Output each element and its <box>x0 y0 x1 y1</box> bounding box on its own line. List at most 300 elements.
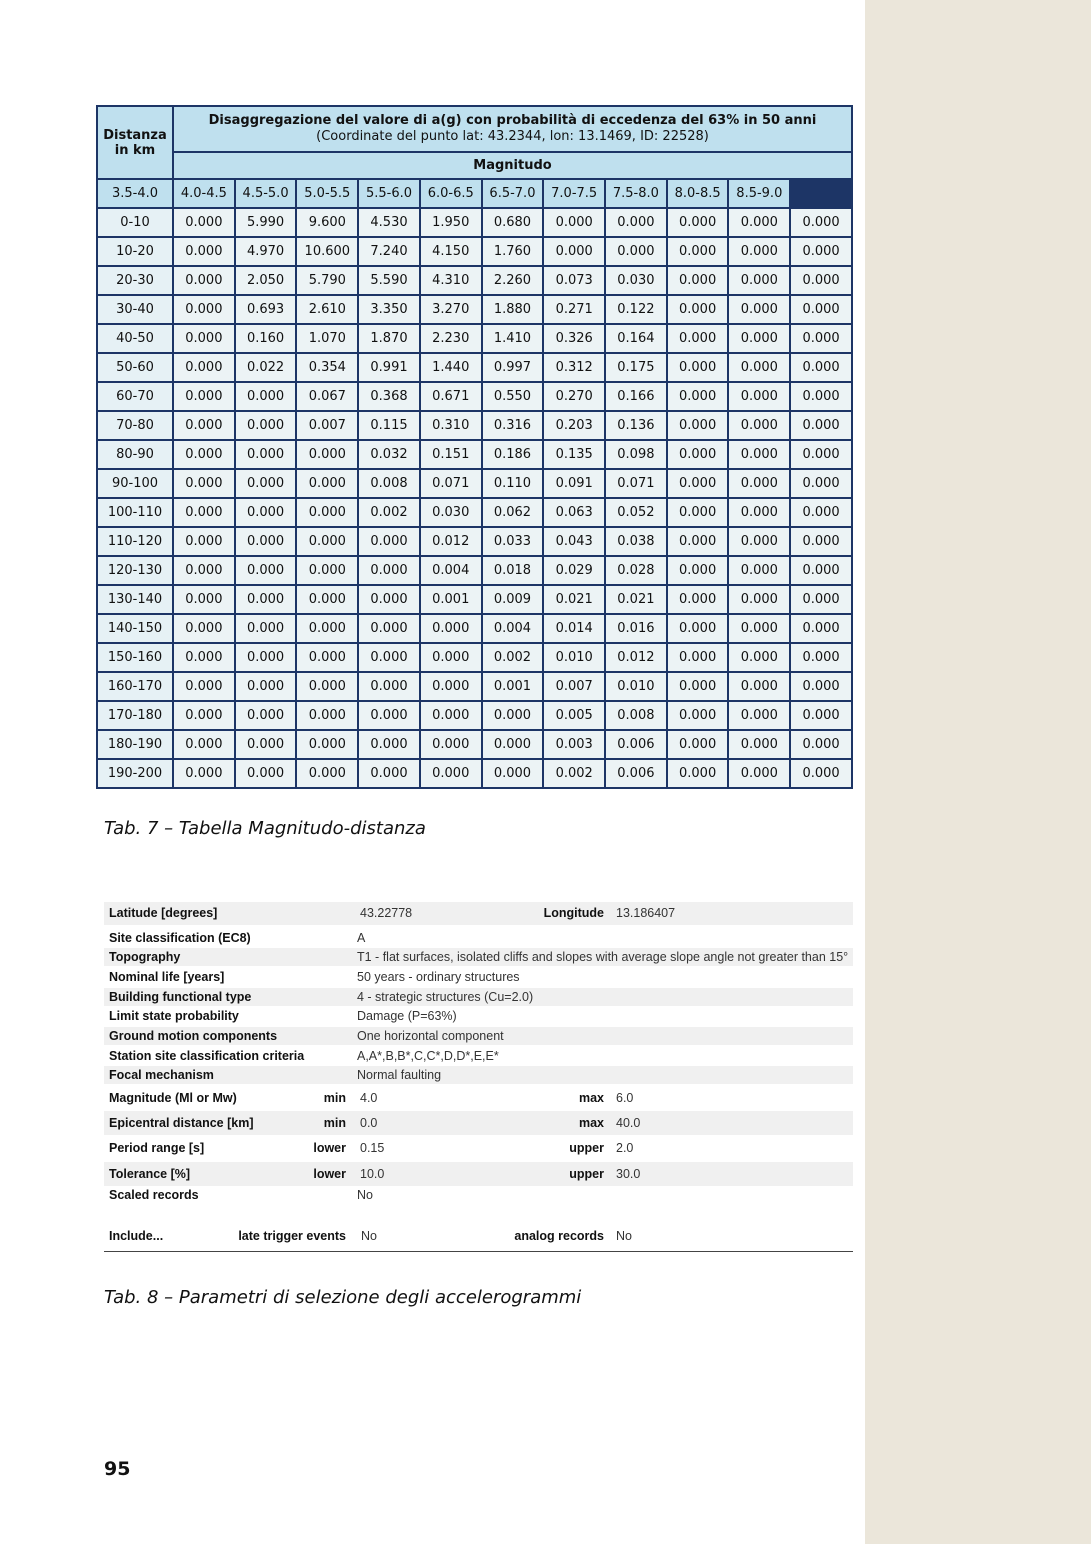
value-cell: 0.000 <box>729 615 789 642</box>
parameter-sublabel: late trigger events <box>238 1229 346 1243</box>
value-cell: 0.006 <box>606 760 666 787</box>
value-cell: 0.000 <box>174 586 234 613</box>
value-cell: 0.000 <box>791 644 851 671</box>
parameter-label: Tolerance [%] <box>109 1167 191 1181</box>
value-cell: 0.000 <box>791 528 851 555</box>
value-cell: 0.003 <box>544 731 604 758</box>
value-cell: 0.000 <box>729 528 789 555</box>
value-cell: 0.000 <box>297 731 357 758</box>
parameter-label: Ground motion components <box>109 1029 278 1043</box>
value-cell: 0.004 <box>421 557 481 584</box>
parameter-secondary-label: upper <box>569 1141 604 1155</box>
value-cell: 0.000 <box>236 586 296 613</box>
value-cell: 0.018 <box>483 557 543 584</box>
parameter-label: Magnitude (Ml or Mw) <box>109 1091 237 1105</box>
distance-header <box>98 107 172 178</box>
value-cell: 0.073 <box>544 267 604 294</box>
value-cell: 0.000 <box>668 267 728 294</box>
parameter-row <box>104 902 853 925</box>
value-cell: 0.002 <box>359 499 419 526</box>
value-cell: 0.033 <box>483 528 543 555</box>
value-cell: 0.001 <box>421 586 481 613</box>
value-cell: 0.000 <box>729 557 789 584</box>
value-cell: 0.175 <box>606 354 666 381</box>
table-row <box>98 412 851 439</box>
magnitude-bin-header: 7.5-8.0 <box>606 180 666 207</box>
parameter-row <box>104 929 853 947</box>
magnitude-header-label: Magnitudo <box>473 158 552 173</box>
parameter-label: Scaled records <box>109 1188 199 1202</box>
value-cell: 0.000 <box>174 267 234 294</box>
value-cell: 0.000 <box>174 528 234 555</box>
value-cell: 0.000 <box>236 499 296 526</box>
value-cell: 0.000 <box>791 615 851 642</box>
distance-cell: 50-60 <box>98 354 172 381</box>
parameter-sublabel: lower <box>313 1167 346 1181</box>
distance-cell: 30-40 <box>98 296 172 323</box>
value-cell: 0.000 <box>668 615 728 642</box>
value-cell: 0.110 <box>483 470 543 497</box>
value-cell: 0.316 <box>483 412 543 439</box>
value-cell: 0.000 <box>729 238 789 265</box>
parameter-value: 0.15 <box>360 1141 385 1155</box>
distance-cell: 120-130 <box>98 557 172 584</box>
value-cell: 0.008 <box>606 702 666 729</box>
magnitude-bin-header: 5.5-6.0 <box>359 180 419 207</box>
parameter-row <box>104 1027 853 1045</box>
value-cell: 0.000 <box>729 296 789 323</box>
value-cell: 0.000 <box>174 412 234 439</box>
value-cell: 0.009 <box>483 586 543 613</box>
table-row <box>98 586 851 613</box>
value-cell: 0.029 <box>544 557 604 584</box>
distance-cell: 0-10 <box>98 209 172 236</box>
value-cell: 1.760 <box>483 238 543 265</box>
value-cell: 0.368 <box>359 383 419 410</box>
distance-cell: 180-190 <box>98 731 172 758</box>
value-cell: 0.000 <box>668 209 728 236</box>
parameter-row <box>104 1086 853 1110</box>
value-cell: 0.000 <box>236 557 296 584</box>
distance-cell: 190-200 <box>98 760 172 787</box>
parameter-value: Damage (P=63%) <box>357 1009 457 1023</box>
value-cell: 0.122 <box>606 296 666 323</box>
value-cell: 0.000 <box>729 644 789 671</box>
parameter-label: Nominal life [years] <box>109 970 225 984</box>
value-cell: 0.062 <box>483 499 543 526</box>
value-cell: 0.007 <box>297 412 357 439</box>
value-cell: 0.136 <box>606 412 666 439</box>
value-cell: 0.071 <box>606 470 666 497</box>
value-cell: 0.000 <box>483 731 543 758</box>
table-row <box>98 528 851 555</box>
value-cell: 0.028 <box>606 557 666 584</box>
value-cell: 0.310 <box>421 412 481 439</box>
value-cell: 3.270 <box>421 296 481 323</box>
value-cell: 7.240 <box>359 238 419 265</box>
value-cell: 0.000 <box>791 673 851 700</box>
value-cell: 0.000 <box>483 760 543 787</box>
parameter-secondary-value: 30.0 <box>616 1167 641 1181</box>
magnitude-bin-header: 4.5-5.0 <box>236 180 296 207</box>
parameter-label: Epicentral distance [km] <box>109 1116 254 1130</box>
value-cell: 0.000 <box>236 615 296 642</box>
parameter-row <box>104 1066 853 1084</box>
value-cell: 0.012 <box>421 528 481 555</box>
value-cell: 0.000 <box>668 354 728 381</box>
distance-cell: 160-170 <box>98 673 172 700</box>
value-cell: 0.000 <box>421 615 481 642</box>
value-cell: 0.000 <box>359 557 419 584</box>
parameter-label: Include... <box>109 1229 164 1243</box>
distance-cell: 60-70 <box>98 383 172 410</box>
value-cell: 0.000 <box>791 383 851 410</box>
value-cell: 0.000 <box>359 760 419 787</box>
value-cell: 2.230 <box>421 325 481 352</box>
value-cell: 0.000 <box>359 702 419 729</box>
value-cell: 4.530 <box>359 209 419 236</box>
value-cell: 0.098 <box>606 441 666 468</box>
value-cell: 0.000 <box>236 673 296 700</box>
value-cell: 0.000 <box>668 644 728 671</box>
value-cell: 0.000 <box>297 441 357 468</box>
accelerogram-selection-parameters <box>104 902 853 1253</box>
parameter-value: One horizontal component <box>357 1029 504 1043</box>
value-cell: 0.000 <box>791 441 851 468</box>
value-cell: 0.000 <box>668 412 728 439</box>
magnitude-distance-table <box>96 105 853 789</box>
value-cell: 0.000 <box>297 673 357 700</box>
distance-cell: 100-110 <box>98 499 172 526</box>
parameter-value: 50 years - ordinary structures <box>357 970 520 984</box>
parameter-label: Limit state probability <box>109 1009 239 1023</box>
parameter-secondary-value: 2.0 <box>616 1141 634 1155</box>
parameter-value: A <box>357 931 366 945</box>
value-cell: 0.326 <box>544 325 604 352</box>
table-row <box>98 267 851 294</box>
value-cell: 0.000 <box>791 760 851 787</box>
table-row <box>98 209 851 236</box>
value-cell: 0.000 <box>297 470 357 497</box>
parameter-value: A,A*,B,B*,C,C*,D,D*,E,E* <box>357 1049 499 1063</box>
value-cell: 0.166 <box>606 383 666 410</box>
value-cell: 0.000 <box>297 499 357 526</box>
value-cell: 0.000 <box>791 238 851 265</box>
parameter-label: Period range [s] <box>109 1141 205 1155</box>
table-row <box>98 383 851 410</box>
value-cell: 0.000 <box>729 586 789 613</box>
parameter-secondary-value: 6.0 <box>616 1091 634 1105</box>
value-cell: 0.000 <box>236 528 296 555</box>
value-cell: 0.135 <box>544 441 604 468</box>
parameter-value: Normal faulting <box>357 1068 442 1082</box>
value-cell: 0.000 <box>668 383 728 410</box>
value-cell: 0.000 <box>297 557 357 584</box>
table-7-caption: Tab. 7 – Tabella Magnitudo-distanza <box>104 818 426 839</box>
value-cell: 0.671 <box>421 383 481 410</box>
value-cell: 0.000 <box>668 528 728 555</box>
value-cell: 0.997 <box>483 354 543 381</box>
table-row <box>98 499 851 526</box>
value-cell: 0.991 <box>359 354 419 381</box>
value-cell: 5.790 <box>297 267 357 294</box>
value-cell: 0.000 <box>729 702 789 729</box>
value-cell: 0.000 <box>359 731 419 758</box>
distance-cell: 170-180 <box>98 702 172 729</box>
value-cell: 1.950 <box>421 209 481 236</box>
value-cell: 0.000 <box>174 441 234 468</box>
value-cell: 0.164 <box>606 325 666 352</box>
value-cell: 0.000 <box>729 499 789 526</box>
parameter-row <box>104 1162 853 1186</box>
value-cell: 0.001 <box>483 673 543 700</box>
value-cell: 0.000 <box>236 412 296 439</box>
value-cell: 0.000 <box>729 267 789 294</box>
value-cell: 0.000 <box>236 731 296 758</box>
value-cell: 0.000 <box>544 238 604 265</box>
value-cell: 0.000 <box>606 238 666 265</box>
value-cell: 0.000 <box>668 760 728 787</box>
value-cell: 0.000 <box>236 470 296 497</box>
value-cell: 0.186 <box>483 441 543 468</box>
parameter-value: 4.0 <box>360 1091 378 1105</box>
value-cell: 0.000 <box>791 702 851 729</box>
value-cell: 0.000 <box>174 557 234 584</box>
parameter-label: Building functional type <box>109 990 252 1004</box>
value-cell: 0.000 <box>421 644 481 671</box>
value-cell: 0.000 <box>297 644 357 671</box>
value-cell: 0.000 <box>174 470 234 497</box>
distance-cell: 20-30 <box>98 267 172 294</box>
value-cell: 0.270 <box>544 383 604 410</box>
value-cell: 0.000 <box>174 296 234 323</box>
parameter-secondary-label: analog records <box>514 1229 604 1243</box>
value-cell: 0.000 <box>791 412 851 439</box>
value-cell: 2.260 <box>483 267 543 294</box>
parameter-row <box>104 1007 853 1025</box>
parameter-label: Topography <box>109 950 181 964</box>
value-cell: 5.990 <box>236 209 296 236</box>
parameter-value: No <box>361 1229 377 1243</box>
parameter-value: 10.0 <box>360 1167 385 1181</box>
value-cell: 0.000 <box>729 325 789 352</box>
value-cell: 0.000 <box>544 209 604 236</box>
value-cell: 0.000 <box>606 209 666 236</box>
parameter-label: Focal mechanism <box>109 1068 214 1082</box>
value-cell: 0.000 <box>297 615 357 642</box>
parameter-row <box>104 988 853 1006</box>
value-cell: 0.000 <box>729 383 789 410</box>
value-cell: 0.354 <box>297 354 357 381</box>
value-cell: 0.271 <box>544 296 604 323</box>
value-cell: 0.000 <box>174 499 234 526</box>
parameter-label: Latitude [degrees] <box>109 906 218 920</box>
parameter-row <box>104 968 853 986</box>
magnitude-bins-row <box>98 180 851 207</box>
parameter-value: No <box>357 1188 373 1202</box>
value-cell: 0.067 <box>297 383 357 410</box>
parameter-secondary-label: upper <box>569 1167 604 1181</box>
magnitude-bin-header: 6.0-6.5 <box>421 180 481 207</box>
magnitude-bin-header: 5.0-5.5 <box>297 180 357 207</box>
value-cell: 0.693 <box>236 296 296 323</box>
value-cell: 0.000 <box>791 209 851 236</box>
value-cell: 0.000 <box>174 702 234 729</box>
parameter-row <box>104 1186 853 1204</box>
value-cell: 0.151 <box>421 441 481 468</box>
table-row <box>98 557 851 584</box>
value-cell: 0.000 <box>174 760 234 787</box>
value-cell: 0.000 <box>236 383 296 410</box>
value-cell: 0.000 <box>791 586 851 613</box>
table-row <box>98 760 851 787</box>
parameter-secondary-value: No <box>616 1229 632 1243</box>
table-title-cell <box>174 107 851 151</box>
parameter-sublabel: min <box>323 1116 346 1130</box>
value-cell: 0.091 <box>544 470 604 497</box>
value-cell: 10.600 <box>297 238 357 265</box>
value-cell: 0.000 <box>729 209 789 236</box>
value-cell: 4.970 <box>236 238 296 265</box>
value-cell: 2.050 <box>236 267 296 294</box>
value-cell: 0.007 <box>544 673 604 700</box>
parameter-row <box>104 948 853 966</box>
parameter-secondary-label: Longitude <box>543 906 604 920</box>
distance-cell: 90-100 <box>98 470 172 497</box>
value-cell: 0.000 <box>236 702 296 729</box>
value-cell: 1.410 <box>483 325 543 352</box>
value-cell: 0.203 <box>544 412 604 439</box>
value-cell: 0.000 <box>359 673 419 700</box>
value-cell: 0.008 <box>359 470 419 497</box>
parameter-row <box>104 1047 853 1065</box>
value-cell: 0.000 <box>668 731 728 758</box>
value-cell: 0.000 <box>297 586 357 613</box>
parameter-value: T1 - flat surfaces, isolated cliffs and slopes with average slope angle not greater than 15° <box>357 950 849 964</box>
distance-header-label: Distanza in km <box>103 127 167 158</box>
value-cell: 0.012 <box>606 644 666 671</box>
value-cell: 0.000 <box>668 673 728 700</box>
value-cell: 0.000 <box>668 586 728 613</box>
value-cell: 0.022 <box>236 354 296 381</box>
value-cell: 0.021 <box>544 586 604 613</box>
parameter-sublabel: lower <box>313 1141 346 1155</box>
value-cell: 0.000 <box>729 731 789 758</box>
value-cell: 0.038 <box>606 528 666 555</box>
value-cell: 0.312 <box>544 354 604 381</box>
value-cell: 0.000 <box>729 760 789 787</box>
distance-cell: 130-140 <box>98 586 172 613</box>
value-cell: 1.880 <box>483 296 543 323</box>
distance-cell: 80-90 <box>98 441 172 468</box>
value-cell: 0.000 <box>174 238 234 265</box>
parameter-row <box>104 1227 853 1245</box>
value-cell: 0.032 <box>359 441 419 468</box>
table-coordinates: (Coordinate del punto lat: 43.2344, lon: 13.1469, ID: 22528) <box>316 129 709 144</box>
value-cell: 0.000 <box>359 528 419 555</box>
value-cell: 1.870 <box>359 325 419 352</box>
value-cell: 0.000 <box>791 296 851 323</box>
value-cell: 0.010 <box>606 673 666 700</box>
value-cell: 0.000 <box>297 760 357 787</box>
value-cell: 0.002 <box>544 760 604 787</box>
magnitude-bin-header: 8.5-9.0 <box>729 180 789 207</box>
table-row <box>98 441 851 468</box>
value-cell: 0.000 <box>359 586 419 613</box>
value-cell: 0.000 <box>791 731 851 758</box>
parameter-label: Station site classification criteria <box>109 1049 305 1063</box>
value-cell: 0.000 <box>174 383 234 410</box>
value-cell: 0.014 <box>544 615 604 642</box>
value-cell: 0.000 <box>421 702 481 729</box>
parameter-secondary-value: 40.0 <box>616 1116 641 1130</box>
table-body <box>98 209 851 787</box>
distance-cell: 110-120 <box>98 528 172 555</box>
distance-cell: 140-150 <box>98 615 172 642</box>
value-cell: 0.000 <box>729 354 789 381</box>
table-row <box>98 296 851 323</box>
table-8-bottom-rule <box>104 1251 853 1252</box>
value-cell: 0.071 <box>421 470 481 497</box>
value-cell: 0.000 <box>483 702 543 729</box>
value-cell: 0.000 <box>174 644 234 671</box>
value-cell: 0.000 <box>791 354 851 381</box>
table-row <box>98 731 851 758</box>
value-cell: 0.000 <box>421 760 481 787</box>
value-cell: 0.000 <box>174 615 234 642</box>
value-cell: 0.000 <box>668 702 728 729</box>
value-cell: 2.610 <box>297 296 357 323</box>
table-row <box>98 673 851 700</box>
value-cell: 0.000 <box>791 470 851 497</box>
value-cell: 0.006 <box>606 731 666 758</box>
value-cell: 0.000 <box>174 354 234 381</box>
value-cell: 0.000 <box>174 731 234 758</box>
table-row <box>98 470 851 497</box>
value-cell: 0.030 <box>606 267 666 294</box>
value-cell: 0.000 <box>729 470 789 497</box>
value-cell: 0.000 <box>729 412 789 439</box>
value-cell: 0.000 <box>421 731 481 758</box>
value-cell: 0.000 <box>791 267 851 294</box>
parameter-secondary-value: 13.186407 <box>616 906 676 920</box>
table-title: Disaggregazione del valore di a(g) con probabilità di eccedenza del 63% in 50 anni <box>208 113 817 128</box>
value-cell: 0.016 <box>606 615 666 642</box>
value-cell: 0.052 <box>606 499 666 526</box>
value-cell: 3.350 <box>359 296 419 323</box>
magnitude-bin-header: 3.5-4.0 <box>98 180 172 207</box>
table-row <box>98 325 851 352</box>
side-margin-band <box>865 0 1091 1544</box>
table-row <box>98 354 851 381</box>
value-cell: 0.000 <box>668 441 728 468</box>
parameter-label: Site classification (EC8) <box>109 931 251 945</box>
value-cell: 4.150 <box>421 238 481 265</box>
value-cell: 1.070 <box>297 325 357 352</box>
parameter-value: 43.22778 <box>360 906 413 920</box>
value-cell: 0.000 <box>668 470 728 497</box>
value-cell: 0.000 <box>174 673 234 700</box>
value-cell: 0.000 <box>359 644 419 671</box>
table-row <box>98 644 851 671</box>
value-cell: 0.063 <box>544 499 604 526</box>
value-cell: 0.000 <box>729 673 789 700</box>
table-row <box>98 615 851 642</box>
parameter-sublabel: min <box>323 1091 346 1105</box>
value-cell: 0.030 <box>421 499 481 526</box>
value-cell: 0.002 <box>483 644 543 671</box>
value-cell: 9.600 <box>297 209 357 236</box>
